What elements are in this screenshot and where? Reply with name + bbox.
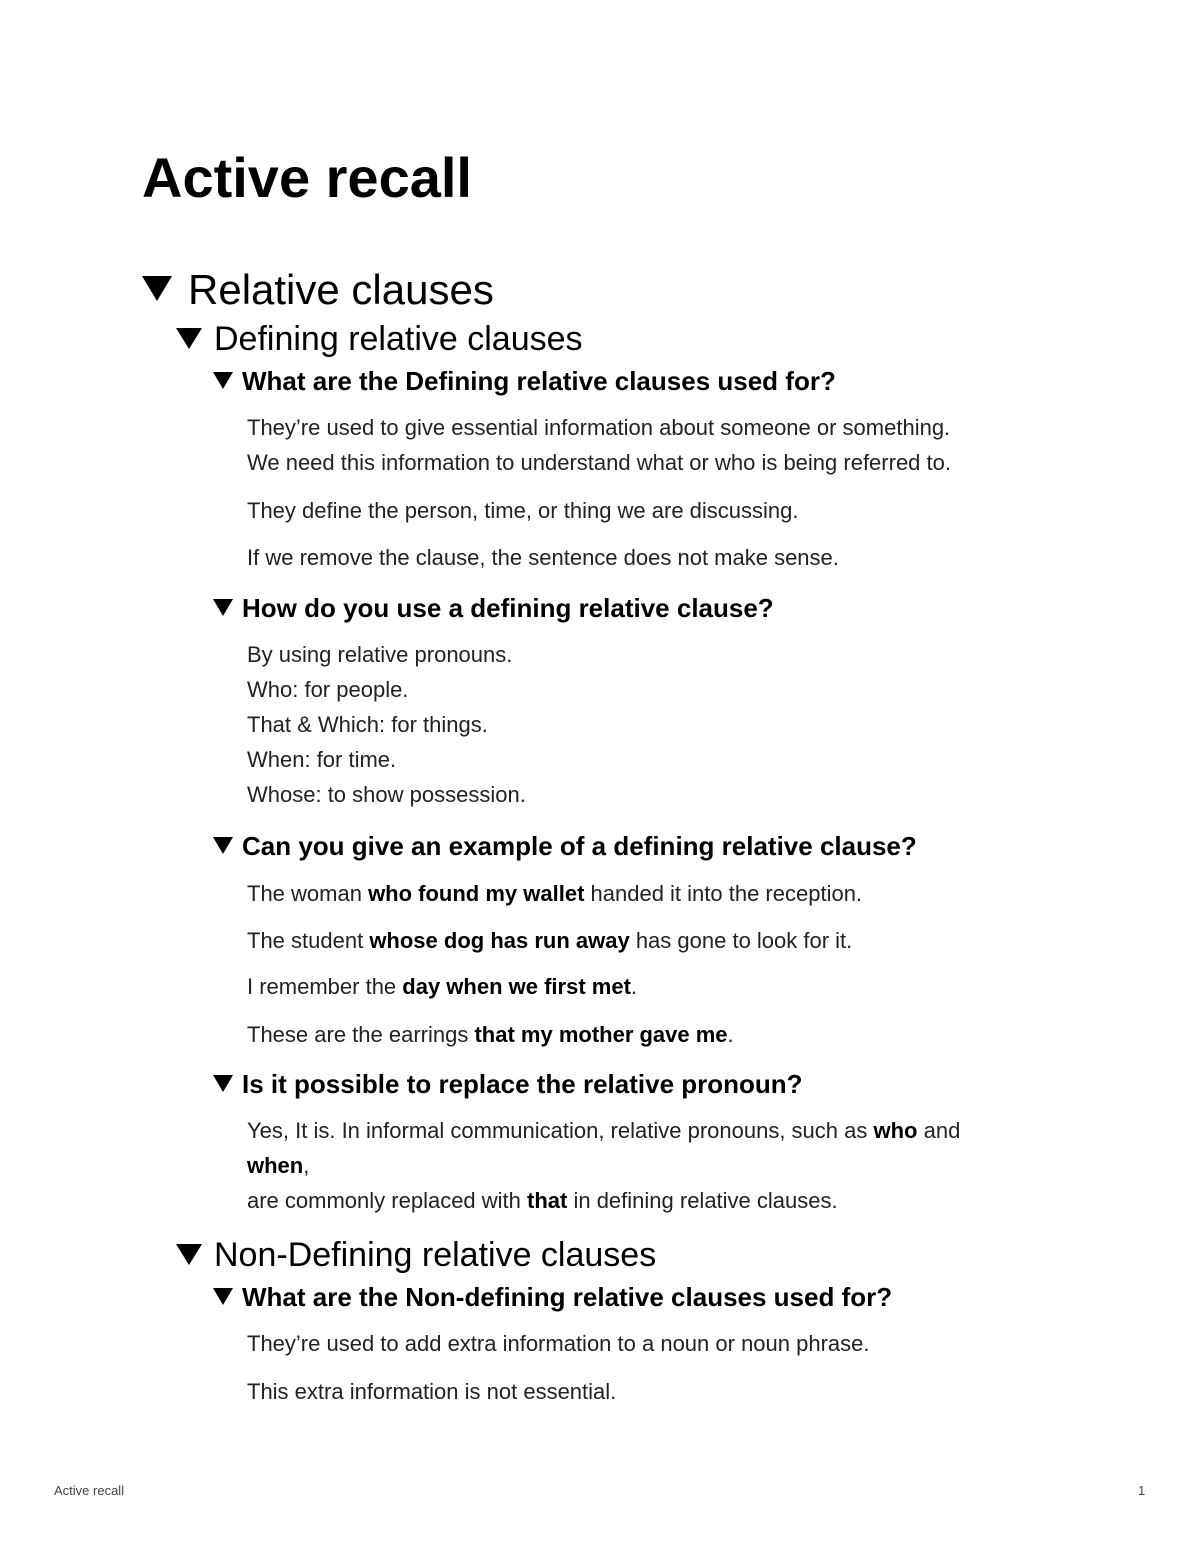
bold-text: when [247,1153,304,1178]
example-sentence [247,879,862,909]
toggle-triangle-icon [213,599,233,616]
paragraph: If we remove the clause, the sentence does not make sense. [247,545,839,570]
toggle-triangle-icon [213,372,233,389]
text: has gone to look for it. [629,928,853,953]
text: , [303,1153,310,1178]
list-line: When: for time. [247,747,397,772]
page-number: 1 [1138,1483,1146,1498]
paragraph-line [247,1116,960,1146]
paragraph: They’re used to give essential information about someone or something. [247,415,951,440]
toggle-triangle-icon [176,1244,202,1265]
paragraph: They define the person, time, or thing we are discussing. [247,498,799,523]
paragraph: We need this information to understand what or who is being referred to. [247,450,951,475]
toggle-question-defining-used-for[interactable] [213,364,836,398]
text: are commonly replaced with [247,1188,528,1213]
question-text: Is it possible to replace the relative pronoun? [242,1069,803,1099]
toggle-question-how-to-use[interactable] [213,591,774,625]
bold-text: that [527,1188,568,1213]
example-sentence [247,926,852,956]
example-sentence [247,972,637,1002]
toggle-defining-relative-clauses[interactable] [176,318,583,360]
paragraph: This extra information is not essential. [247,1379,617,1404]
toggle-question-non-defining-used-for[interactable] [213,1280,892,1314]
toggle-relative-clauses[interactable] [142,264,494,316]
paragraph-line [247,1186,838,1216]
bold-text: whose dog has run away [369,928,630,953]
text: These are the earrings [247,1022,475,1047]
toggle-triangle-icon [213,1288,233,1305]
text: in defining relative clauses. [567,1188,838,1213]
toggle-triangle-icon [142,276,172,301]
bold-text: who [873,1118,918,1143]
text: . [727,1022,734,1047]
text: The woman [247,881,369,906]
heading-text: Defining relative clauses [214,320,583,358]
text: . [630,974,638,999]
bold-text: who found my wallet [368,881,585,906]
heading-text: Relative clauses [188,266,494,313]
question-text: How do you use a defining relative clause? [242,593,774,623]
list-line: Who: for people. [247,677,409,702]
toggle-triangle-icon [213,1075,233,1092]
toggle-triangle-icon [176,328,202,349]
text: and [917,1118,961,1143]
list-line: That & Which: for things. [247,712,488,737]
toggle-question-replace-pronoun[interactable] [213,1067,803,1101]
bold-text: day when we first met [402,974,631,999]
toggle-non-defining-relative-clauses[interactable] [176,1234,656,1276]
question-text: What are the Non-defining relative clauses used for? [242,1282,893,1312]
example-sentence [247,1020,734,1050]
paragraph: They’re used to add extra information to a noun or noun phrase. [247,1331,870,1356]
question-text: Can you give an example of a defining relative clause? [242,831,917,861]
list-line: By using relative pronouns. [247,642,513,667]
text: I remember the [247,974,403,999]
text: handed it into the reception. [584,881,863,906]
question-text: What are the Defining relative clauses used for? [242,366,836,396]
list-line: Whose: to show possession. [247,782,526,807]
toggle-triangle-icon [213,837,233,854]
heading-text: Non-Defining relative clauses [214,1236,657,1274]
page-title: Active recall [142,146,472,209]
toggle-question-example[interactable] [213,829,917,863]
bold-text: that my mother gave me [474,1022,728,1047]
text: The student [247,928,370,953]
paragraph-line [247,1151,309,1181]
footer-title: Active recall [54,1483,125,1498]
text: Yes, It is. In informal communication, relative pronouns, such as [247,1118,874,1143]
